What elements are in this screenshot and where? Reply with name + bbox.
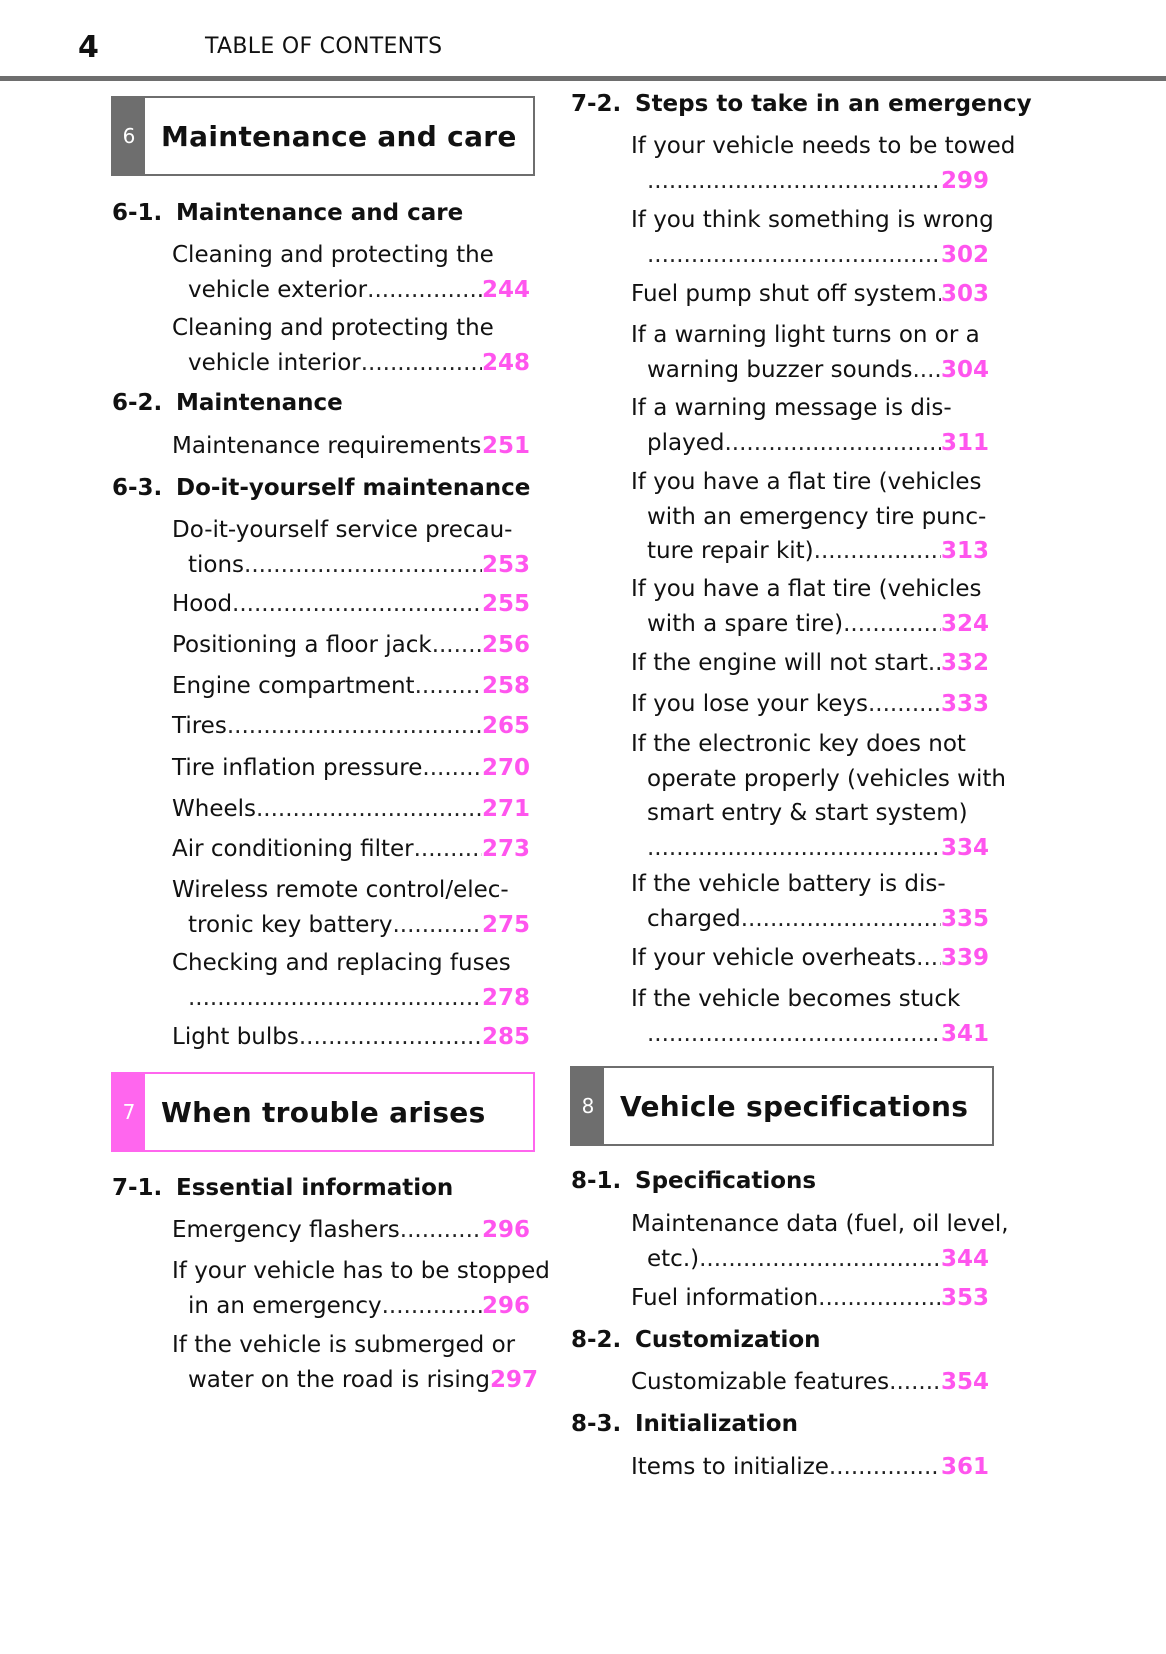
dot-leader [367,273,482,308]
toc-entry-text: operate properly (vehicles with [647,765,1006,792]
toc-entry-row [631,1017,989,1052]
toc-entry[interactable] [172,513,530,582]
toc-entry[interactable] [172,873,530,942]
toc-entry-text: tronic key battery [188,911,393,938]
page-link[interactable]: 278 [481,984,530,1011]
toc-entry-text: Positioning a floor jack [172,632,432,658]
toc-entry-text: If a warning message is dis- [631,395,952,421]
toc-entry-text: If you have a flat tire (vehicles [631,469,982,495]
toc-entry[interactable] [631,203,994,272]
section-number: 6-2. [112,390,163,416]
toc-entry-row [631,1242,989,1277]
toc-entry-text: with an emergency tire punc- [647,503,987,530]
page-link[interactable]: 334 [940,834,989,861]
dot-leader [392,908,482,943]
toc-entry[interactable] [172,1328,538,1397]
section-number: 6-3. [112,475,163,501]
page-link[interactable]: 270 [481,755,530,781]
toc-entry-row [172,273,530,308]
section-title: Customization [635,1327,821,1353]
toc-entry-text: If the electronic key does not [631,731,966,757]
toc-entry-text: Wireless remote control/elec- [172,877,509,903]
toc-entry-text: etc.) [647,1245,700,1272]
dot-leader [647,238,941,273]
toc-entry[interactable] [172,946,530,1015]
page-link[interactable]: 297 [489,1366,538,1393]
toc-entry[interactable] [172,709,530,744]
section-title: Maintenance [176,390,343,416]
dot-leader [647,164,941,199]
section-heading[interactable] [571,1327,821,1353]
toc-entry-row [631,277,989,312]
page-link[interactable]: 303 [940,281,989,307]
page-link[interactable]: 341 [940,1020,989,1047]
chapter-8-tab: 8 [572,1068,604,1144]
toc-entry-text: smart entry & start system) [647,800,968,826]
toc-entry[interactable] [631,277,989,312]
toc-entry-row [631,1450,989,1485]
page-link[interactable]: 354 [940,1369,989,1395]
toc-entry-row [631,353,989,388]
toc-entry[interactable] [631,1281,989,1316]
toc-entry[interactable] [172,238,530,307]
toc-entry-row [631,687,989,722]
page-link[interactable]: 332 [940,650,989,676]
dot-leader [741,902,941,937]
toc-entry-text: Customizable features [631,1369,890,1395]
toc-entry-text: Engine compartment [172,673,415,699]
toc-entry[interactable] [631,465,989,569]
section-heading[interactable] [112,200,463,226]
chapter-6-tab: 6 [113,98,145,174]
section-heading[interactable] [112,475,530,501]
toc-entry-row [631,238,989,273]
toc-entry-text: in an emergency [188,1292,382,1319]
page-link[interactable]: 296 [481,1217,530,1243]
section-heading[interactable] [571,1168,816,1194]
toc-entry[interactable] [631,572,989,641]
toc-entry-row [172,429,530,464]
toc-entry-row [172,628,530,663]
toc-entry-row [172,1289,530,1324]
chapter-6-title: Maintenance and care [161,119,517,153]
toc-entry[interactable] [172,1020,530,1055]
section-title: Steps to take in an emergency [635,91,1032,117]
toc-entry-row [172,709,530,744]
toc-entry-text: If the vehicle battery is dis- [631,871,946,897]
toc-entry-text: If you have a flat tire (vehicles [631,576,982,602]
page-link[interactable]: 265 [481,713,530,739]
toc-entry-row [172,1020,530,1055]
toc-entry[interactable] [172,628,530,663]
toc-entry-row [172,981,530,1016]
toc-entry-row [631,941,989,976]
toc-entry[interactable] [631,646,989,681]
toc-entry-row [172,346,530,381]
toc-entry-text: If your vehicle needs to be towed [631,133,1016,159]
page-link[interactable]: 344 [940,1245,989,1272]
toc-entry[interactable] [631,1450,989,1485]
toc-entry[interactable] [172,1213,530,1248]
section-number: 8-2. [571,1327,622,1353]
toc-entry[interactable] [631,982,989,1051]
page-link[interactable]: 361 [940,1454,989,1480]
toc-entry-text: Cleaning and protecting the [172,315,494,341]
toc-entry-text: Hood [172,591,233,617]
section-title: Do-it-yourself maintenance [176,475,531,501]
toc-entry[interactable] [172,429,530,464]
page-link[interactable]: 256 [481,632,530,658]
dot-leader [244,548,482,583]
dot-leader [818,1281,941,1316]
toc-entry-text: Wheels [172,796,256,822]
toc-entry-text: If the engine will not start [631,650,928,676]
page-link[interactable]: 273 [481,836,530,862]
toc-entry-text: Fuel pump shut off system [631,281,937,307]
toc-entry-text: Tires [172,713,227,739]
section-heading[interactable] [112,1175,453,1201]
section-heading[interactable] [112,390,343,416]
toc-entry-row [631,607,989,642]
toc-entry-text: If your vehicle has to be stopped [172,1258,550,1284]
page-link[interactable]: 253 [481,551,530,578]
page-link[interactable]: 299 [940,167,989,194]
toc-entry-text: If a warning light turns on or a [631,322,980,348]
toc-entry[interactable] [172,669,530,704]
toc-entry-row [172,587,530,622]
toc-entry-row [172,1363,538,1398]
section-title: Specifications [635,1168,817,1194]
dot-leader [361,346,482,381]
toc-entry-text: If the vehicle becomes stuck [631,986,961,1012]
toc-entry[interactable] [631,727,1006,865]
toc-entry-row [631,426,989,461]
section-title: Initialization [635,1411,798,1437]
dot-leader [188,981,482,1016]
toc-entry[interactable] [172,311,530,380]
toc-entry-text: vehicle exterior [188,276,368,303]
dot-leader [232,587,482,622]
toc-entry-text: Tire inflation pressure [172,755,423,781]
dot-leader [916,941,941,976]
section-heading[interactable] [571,1411,798,1437]
toc-entry-text: water on the road is rising [188,1366,490,1393]
page-link[interactable]: 313 [940,538,989,564]
toc-entry-text: If you think something is wrong [631,207,994,233]
toc-entry-text: Light bulbs [172,1024,299,1050]
dot-leader [843,607,941,642]
toc-entry-row [631,1281,989,1316]
toc-entry-row [631,164,989,199]
page-link[interactable]: 251 [481,433,530,459]
page-link[interactable]: 302 [940,241,989,268]
chapter-7-title: When trouble arises [161,1095,486,1129]
section-number: 6-1. [112,200,163,226]
toc-entry-text: If the vehicle is submerged or [172,1332,516,1358]
toc-entry-text: If your vehicle overheats [631,945,917,971]
chapter-7-tab: 7 [113,1074,145,1150]
toc-entry-text: Cleaning and protecting the [172,242,494,268]
chapter-8-title: Vehicle specifications [620,1089,969,1123]
header-title: TABLE OF CONTENTS [205,34,443,59]
section-number: 8-1. [571,1168,622,1194]
toc-entry[interactable] [631,129,1016,198]
toc-entry-row [631,902,989,937]
toc-entry-text: Items to initialize [631,1454,829,1480]
dot-leader [299,1020,482,1055]
dot-leader [829,1450,941,1485]
toc-entry-text: Do-it-yourself service precau- [172,517,513,543]
page-link[interactable]: 255 [481,591,530,617]
toc-entry-text: If you lose your keys [631,691,868,717]
toc-entry[interactable] [172,751,530,786]
toc-entry-text: Checking and replacing fuses [172,950,511,976]
toc-entry-row [172,832,530,867]
dot-leader [647,1017,941,1052]
page-link[interactable]: 353 [940,1285,989,1311]
toc-entry-text: warning buzzer sounds [647,356,913,383]
toc-entry-text: played [647,429,725,456]
dot-leader [415,669,482,704]
toc-entry-row [631,1365,989,1400]
toc-entry[interactable] [631,1207,1009,1276]
page-link[interactable]: 285 [481,1024,530,1050]
toc-entry-row [172,908,530,943]
chapter-6-box[interactable] [111,96,535,176]
dot-leader [928,646,941,681]
page-link[interactable]: 244 [481,276,530,303]
toc-entry-text: vehicle interior [188,349,361,376]
dot-leader [699,1242,941,1277]
toc-entry-text: with a spare tire) [647,610,844,637]
toc-entry-row [172,669,530,704]
dot-leader [868,687,941,722]
page-link[interactable]: 248 [481,349,530,376]
toc-entry-row [172,751,530,786]
dot-leader [256,792,482,827]
toc-entry-text: Fuel information [631,1285,819,1311]
page-link[interactable]: 275 [481,911,530,938]
page-link[interactable]: 311 [940,429,989,456]
section-title: Essential information [176,1175,454,1201]
section-number: 8-3. [571,1411,622,1437]
dot-leader [422,751,482,786]
toc-entry[interactable] [172,587,530,622]
toc-entry-row [172,548,530,583]
dot-leader [414,832,482,867]
chapter-8-box[interactable] [570,1066,994,1146]
section-number: 7-2. [571,91,622,117]
toc-entry[interactable] [631,391,989,460]
toc-entry[interactable] [631,318,989,387]
toc-entry-text: Maintenance data (fuel, oil level, [631,1211,1009,1237]
dot-leader [647,831,941,866]
toc-entry-text: Air conditioning filter [172,836,414,862]
page-link[interactable]: 339 [940,945,989,971]
chapter-7-box[interactable] [111,1072,535,1152]
dot-leader [889,1365,941,1400]
toc-entry-row [631,534,989,569]
page-link[interactable]: 335 [940,905,989,932]
page-link[interactable]: 333 [940,691,989,717]
toc-entry-text: ture repair kit) [647,538,814,564]
section-number: 7-1. [112,1175,163,1201]
toc-entry[interactable] [631,941,989,976]
header-rule [0,76,1166,81]
toc-entry-row [631,831,989,866]
dot-leader [432,628,482,663]
section-title: Maintenance and care [176,200,464,226]
toc-entry-text: Maintenance requirements [172,433,482,459]
page-link[interactable]: 271 [481,796,530,822]
dot-leader [724,426,941,461]
toc-entry-row [172,792,530,827]
page-link[interactable]: 296 [481,1292,530,1319]
toc-entry-row [172,1213,530,1248]
toc-entry-text: tions [188,551,245,578]
toc-entry-row [631,646,989,681]
page-link[interactable]: 258 [481,673,530,699]
toc-entry-text: charged [647,905,741,932]
dot-leader [814,534,941,569]
page-link[interactable]: 324 [940,610,989,637]
page-number: 4 [78,30,99,65]
toc-entry-text: Emergency flashers [172,1217,400,1243]
dot-leader [400,1213,482,1248]
dot-leader [227,709,482,744]
toc-entry[interactable] [631,1365,989,1400]
section-heading[interactable] [571,91,1032,117]
page-link[interactable]: 304 [940,356,989,383]
dot-leader [382,1289,482,1324]
toc-entry[interactable] [631,687,989,722]
toc-entry[interactable] [631,867,989,936]
toc-entry[interactable] [172,1254,550,1323]
toc-entry[interactable] [172,792,530,827]
dot-leader [912,353,941,388]
toc-entry[interactable] [172,832,530,867]
